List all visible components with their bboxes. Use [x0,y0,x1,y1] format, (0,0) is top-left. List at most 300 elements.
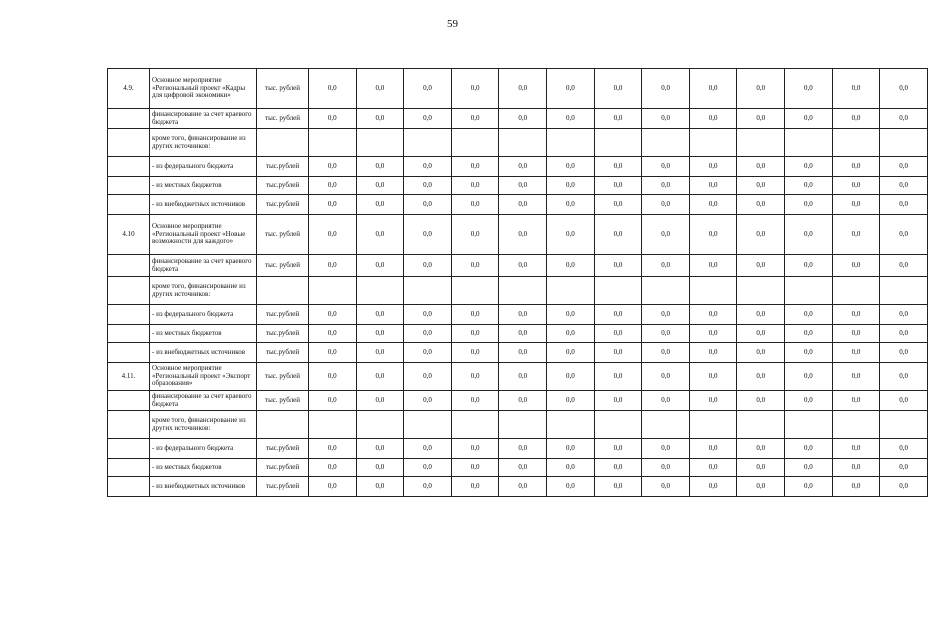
value-cell: 0,0 [499,459,547,477]
value-cell [547,277,595,305]
value-cell: 0,0 [309,215,357,255]
table-row [108,69,928,109]
value-cell: 0,0 [451,215,499,255]
unit-cell [257,411,309,439]
value-cell: 0,0 [594,391,642,411]
value-cell: 0,0 [547,477,595,497]
value-cell: 0,0 [451,195,499,215]
value-cell: 0,0 [832,343,880,363]
value-cell: 0,0 [547,391,595,411]
value-cell: 0,0 [642,215,690,255]
value-cell: 0,0 [547,177,595,195]
value-cell: 0,0 [499,215,547,255]
table-row [108,109,928,129]
value-cell [499,411,547,439]
value-cell: 0,0 [309,391,357,411]
value-cell: 0,0 [499,109,547,129]
unit-cell [257,129,309,157]
value-cell: 0,0 [880,477,928,497]
value-cell: 0,0 [689,255,737,277]
table-row [108,195,928,215]
value-cell: 0,0 [309,177,357,195]
value-cell: 0,0 [642,391,690,411]
value-cell [880,277,928,305]
value-cell: 0,0 [642,305,690,325]
value-cell [737,129,785,157]
description-cell: - из федерального бюджета [150,305,257,325]
value-cell: 0,0 [832,391,880,411]
table-row [108,363,928,391]
value-cell: 0,0 [689,109,737,129]
value-cell: 0,0 [499,195,547,215]
value-cell: 0,0 [832,109,880,129]
value-cell: 0,0 [880,439,928,459]
value-cell [832,411,880,439]
value-cell: 0,0 [309,459,357,477]
description-cell: финансирование за счет краевого бюджета [150,109,257,129]
value-cell: 0,0 [404,305,452,325]
description-cell: - из местных бюджетов [150,459,257,477]
value-cell: 0,0 [309,477,357,497]
value-cell: 0,0 [642,343,690,363]
value-cell: 0,0 [547,459,595,477]
unit-cell: тыс. рублей [257,391,309,411]
value-cell: 0,0 [785,109,833,129]
value-cell: 0,0 [642,255,690,277]
table-row [108,477,928,497]
value-cell: 0,0 [642,439,690,459]
value-cell [785,277,833,305]
value-cell: 0,0 [356,109,404,129]
value-cell [499,129,547,157]
value-cell [832,277,880,305]
value-cell: 0,0 [356,363,404,391]
row-number-cell [108,439,150,459]
value-cell [785,129,833,157]
value-cell: 0,0 [832,69,880,109]
value-cell: 0,0 [785,157,833,177]
value-cell: 0,0 [689,363,737,391]
value-cell: 0,0 [309,363,357,391]
value-cell: 0,0 [689,215,737,255]
value-cell: 0,0 [404,439,452,459]
value-cell: 0,0 [309,109,357,129]
value-cell: 0,0 [880,255,928,277]
row-number-cell [108,305,150,325]
value-cell: 0,0 [309,439,357,459]
row-number-cell [108,255,150,277]
value-cell: 0,0 [499,305,547,325]
table-row [108,177,928,195]
value-cell: 0,0 [451,325,499,343]
value-cell: 0,0 [832,157,880,177]
unit-cell: тыс. рублей [257,215,309,255]
value-cell: 0,0 [785,477,833,497]
table-row [108,215,928,255]
description-cell: - из местных бюджетов [150,177,257,195]
value-cell: 0,0 [356,391,404,411]
value-cell: 0,0 [451,363,499,391]
value-cell: 0,0 [451,255,499,277]
value-cell: 0,0 [642,177,690,195]
value-cell: 0,0 [880,325,928,343]
value-cell: 0,0 [785,343,833,363]
value-cell [404,411,452,439]
row-number-cell [108,277,150,305]
value-cell [499,277,547,305]
value-cell: 0,0 [594,343,642,363]
value-cell [737,277,785,305]
value-cell: 0,0 [689,459,737,477]
value-cell [880,411,928,439]
table-row [108,391,928,411]
value-cell: 0,0 [451,391,499,411]
unit-cell: тыс. рублей [257,69,309,109]
value-cell: 0,0 [499,157,547,177]
unit-cell: тыс.рублей [257,439,309,459]
value-cell: 0,0 [737,215,785,255]
value-cell: 0,0 [880,157,928,177]
value-cell: 0,0 [642,195,690,215]
table-row [108,277,928,305]
value-cell: 0,0 [356,325,404,343]
value-cell [404,277,452,305]
value-cell: 0,0 [594,69,642,109]
value-cell: 0,0 [880,391,928,411]
value-cell: 0,0 [547,343,595,363]
value-cell: 0,0 [594,477,642,497]
value-cell: 0,0 [547,69,595,109]
value-cell: 0,0 [547,157,595,177]
value-cell: 0,0 [404,215,452,255]
table-row [108,305,928,325]
value-cell: 0,0 [832,195,880,215]
value-cell: 0,0 [737,69,785,109]
value-cell [594,129,642,157]
row-number-cell [108,411,150,439]
value-cell [404,129,452,157]
value-cell: 0,0 [785,177,833,195]
value-cell [547,129,595,157]
value-cell: 0,0 [737,459,785,477]
value-cell: 0,0 [737,363,785,391]
row-number-cell: 4.11. [108,363,150,391]
row-number-cell [108,343,150,363]
description-cell: - из федерального бюджета [150,439,257,459]
value-cell: 0,0 [499,439,547,459]
row-number-cell [108,129,150,157]
description-cell: - из внебюджетных источников [150,343,257,363]
value-cell: 0,0 [404,69,452,109]
value-cell: 0,0 [547,305,595,325]
value-cell: 0,0 [404,255,452,277]
row-number-cell [108,157,150,177]
value-cell: 0,0 [404,343,452,363]
value-cell: 0,0 [451,177,499,195]
unit-cell: тыс. рублей [257,255,309,277]
unit-cell: тыс. рублей [257,363,309,391]
value-cell: 0,0 [356,195,404,215]
value-cell [594,277,642,305]
value-cell: 0,0 [499,69,547,109]
value-cell: 0,0 [594,109,642,129]
value-cell [785,411,833,439]
value-cell: 0,0 [356,255,404,277]
description-cell: - из внебюджетных источников [150,477,257,497]
row-number-cell: 4.9. [108,69,150,109]
value-cell: 0,0 [832,439,880,459]
value-cell: 0,0 [737,305,785,325]
value-cell: 0,0 [785,69,833,109]
value-cell: 0,0 [642,109,690,129]
value-cell: 0,0 [499,325,547,343]
unit-cell: тыс.рублей [257,343,309,363]
value-cell: 0,0 [594,195,642,215]
value-cell: 0,0 [689,157,737,177]
unit-cell: тыс.рублей [257,177,309,195]
value-cell: 0,0 [547,325,595,343]
value-cell: 0,0 [356,439,404,459]
table-row [108,157,928,177]
table-row [108,411,928,439]
description-cell: кроме того, финансирование из других источников: [150,129,257,157]
row-number-cell [108,195,150,215]
value-cell: 0,0 [737,439,785,459]
value-cell: 0,0 [499,391,547,411]
value-cell: 0,0 [689,391,737,411]
value-cell: 0,0 [689,195,737,215]
unit-cell: тыс.рублей [257,325,309,343]
value-cell: 0,0 [499,177,547,195]
value-cell: 0,0 [309,69,357,109]
value-cell [689,277,737,305]
description-cell: финансирование за счет краевого бюджета [150,255,257,277]
row-number-cell [108,391,150,411]
value-cell: 0,0 [594,325,642,343]
value-cell: 0,0 [404,477,452,497]
value-cell [737,411,785,439]
value-cell: 0,0 [451,459,499,477]
value-cell [309,277,357,305]
value-cell: 0,0 [356,157,404,177]
value-cell: 0,0 [785,325,833,343]
value-cell [880,129,928,157]
value-cell: 0,0 [404,157,452,177]
value-cell: 0,0 [880,305,928,325]
table-row [108,325,928,343]
value-cell: 0,0 [404,363,452,391]
value-cell: 0,0 [594,215,642,255]
value-cell: 0,0 [785,215,833,255]
value-cell: 0,0 [832,255,880,277]
value-cell: 0,0 [594,255,642,277]
value-cell [309,129,357,157]
value-cell: 0,0 [594,459,642,477]
value-cell: 0,0 [785,391,833,411]
value-cell: 0,0 [499,363,547,391]
value-cell [451,129,499,157]
value-cell [832,129,880,157]
value-cell: 0,0 [451,477,499,497]
value-cell: 0,0 [880,109,928,129]
value-cell [689,411,737,439]
value-cell: 0,0 [832,477,880,497]
value-cell: 0,0 [309,343,357,363]
value-cell: 0,0 [547,363,595,391]
value-cell: 0,0 [737,157,785,177]
value-cell: 0,0 [880,215,928,255]
value-cell: 0,0 [880,343,928,363]
value-cell: 0,0 [785,459,833,477]
value-cell: 0,0 [689,343,737,363]
description-cell: кроме того, финансирование из других источников: [150,277,257,305]
value-cell: 0,0 [785,195,833,215]
description-cell: Основное мероприятие «Региональный проект «Новые возможности для каждого» [150,215,257,255]
value-cell: 0,0 [737,255,785,277]
value-cell: 0,0 [737,195,785,215]
value-cell: 0,0 [499,477,547,497]
value-cell [356,129,404,157]
value-cell: 0,0 [451,109,499,129]
value-cell: 0,0 [309,305,357,325]
value-cell [356,411,404,439]
value-cell: 0,0 [356,477,404,497]
value-cell: 0,0 [832,305,880,325]
value-cell: 0,0 [880,69,928,109]
value-cell: 0,0 [547,439,595,459]
value-cell: 0,0 [832,215,880,255]
value-cell: 0,0 [880,195,928,215]
value-cell: 0,0 [689,439,737,459]
value-cell: 0,0 [594,363,642,391]
row-number-cell [108,459,150,477]
value-cell: 0,0 [737,177,785,195]
value-cell: 0,0 [594,157,642,177]
value-cell: 0,0 [309,195,357,215]
value-cell: 0,0 [737,109,785,129]
unit-cell: тыс. рублей [257,109,309,129]
description-cell: Основное мероприятие «Региональный проект «Экспорт образования» [150,363,257,391]
value-cell [451,277,499,305]
value-cell: 0,0 [356,305,404,325]
value-cell [356,277,404,305]
description-cell: финансирование за счет краевого бюджета [150,391,257,411]
table-row [108,255,928,277]
table-body [108,69,928,497]
value-cell: 0,0 [785,305,833,325]
description-cell: - из местных бюджетов [150,325,257,343]
value-cell [642,411,690,439]
value-cell: 0,0 [309,255,357,277]
value-cell [642,129,690,157]
row-number-cell [108,477,150,497]
row-number-cell [108,325,150,343]
value-cell: 0,0 [880,459,928,477]
value-cell: 0,0 [832,325,880,343]
value-cell: 0,0 [737,343,785,363]
table-row [108,343,928,363]
value-cell: 0,0 [642,477,690,497]
value-cell: 0,0 [451,305,499,325]
value-cell: 0,0 [404,177,452,195]
value-cell: 0,0 [642,69,690,109]
value-cell [309,411,357,439]
row-number-cell: 4.10 [108,215,150,255]
value-cell [642,277,690,305]
table-row [108,439,928,459]
row-number-cell [108,109,150,129]
table-row [108,129,928,157]
value-cell: 0,0 [309,157,357,177]
unit-cell: тыс.рублей [257,305,309,325]
value-cell [594,411,642,439]
value-cell: 0,0 [832,459,880,477]
value-cell: 0,0 [451,439,499,459]
value-cell: 0,0 [689,69,737,109]
description-cell: - из внебюджетных источников [150,195,257,215]
value-cell [547,411,595,439]
value-cell: 0,0 [356,177,404,195]
unit-cell: тыс.рублей [257,157,309,177]
unit-cell [257,277,309,305]
value-cell: 0,0 [594,439,642,459]
value-cell: 0,0 [785,363,833,391]
value-cell: 0,0 [404,459,452,477]
value-cell: 0,0 [547,195,595,215]
value-cell: 0,0 [737,391,785,411]
value-cell: 0,0 [689,477,737,497]
value-cell: 0,0 [880,363,928,391]
description-cell: - из федерального бюджета [150,157,257,177]
value-cell: 0,0 [451,69,499,109]
value-cell [451,411,499,439]
value-cell: 0,0 [309,325,357,343]
value-cell: 0,0 [356,215,404,255]
value-cell: 0,0 [356,459,404,477]
description-cell: Основное мероприятие «Региональный проект «Кадры для цифровой экономики» [150,69,257,109]
value-cell: 0,0 [689,305,737,325]
value-cell: 0,0 [737,477,785,497]
value-cell: 0,0 [785,255,833,277]
table-row [108,459,928,477]
value-cell: 0,0 [356,343,404,363]
value-cell: 0,0 [404,391,452,411]
value-cell: 0,0 [499,255,547,277]
value-cell: 0,0 [737,325,785,343]
value-cell: 0,0 [404,325,452,343]
value-cell: 0,0 [594,177,642,195]
value-cell: 0,0 [547,215,595,255]
value-cell: 0,0 [547,255,595,277]
value-cell: 0,0 [451,343,499,363]
page-number: 59 [447,18,458,30]
value-cell: 0,0 [499,343,547,363]
unit-cell: тыс.рублей [257,195,309,215]
value-cell: 0,0 [594,305,642,325]
value-cell: 0,0 [642,363,690,391]
description-cell: кроме того, финансирование из других источников: [150,411,257,439]
row-number-cell [108,177,150,195]
value-cell: 0,0 [356,69,404,109]
budget-table [107,68,928,497]
value-cell: 0,0 [832,177,880,195]
value-cell: 0,0 [404,109,452,129]
value-cell: 0,0 [642,459,690,477]
value-cell: 0,0 [642,157,690,177]
value-cell: 0,0 [880,177,928,195]
value-cell: 0,0 [689,325,737,343]
unit-cell: тыс.рублей [257,459,309,477]
